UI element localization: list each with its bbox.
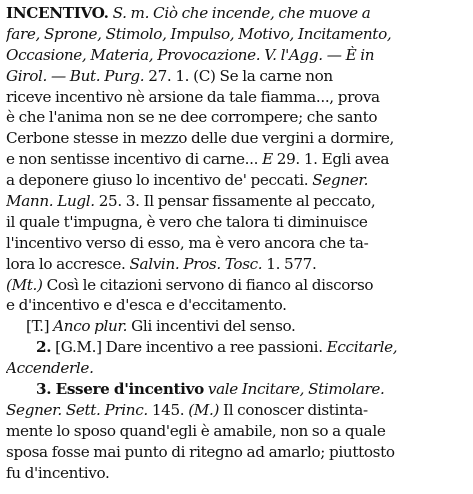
entry-line: [6, 45, 469, 66]
entry-line: [6, 212, 469, 233]
entry-line: [6, 316, 469, 337]
text-segment: 145.: [147, 400, 189, 419]
text-segment: a deponere giuso lo incentivo de' peccati.: [6, 171, 313, 190]
text-segment: mente lo sposo quand'egli è amabile, non so a quale: [6, 421, 386, 440]
entry-line: [6, 233, 469, 254]
entry-line: [6, 24, 469, 45]
entry-line: [6, 128, 469, 149]
text-segment: E: [262, 150, 273, 169]
text-segment: e non sentisse incentivo di carne...: [6, 150, 263, 169]
text-segment: lora lo accresce.: [6, 254, 130, 273]
text-segment: Accenderle.: [6, 359, 94, 378]
text-segment: è che l'anima non se ne dee corrompere; che santo: [6, 108, 378, 127]
text-segment: Gli incentivi del senso.: [127, 317, 296, 336]
text-segment: [G.M.] Dare incentivo a ree passioni.: [51, 338, 327, 357]
entry-line: [6, 87, 469, 108]
entry-line: [6, 149, 469, 170]
text-segment: sposa fosse mai punto di ritegno ad amarlo; piuttosto: [6, 442, 395, 461]
text-segment: Anco plur.: [53, 317, 128, 336]
text-segment: Segner.: [312, 171, 369, 190]
entry-line: [6, 400, 469, 421]
text-segment: 29. 1. Egli avea: [272, 150, 390, 169]
text-segment: Eccitarle,: [326, 338, 398, 357]
entry-line: [6, 442, 469, 463]
entry-line: [6, 66, 469, 87]
entry-line: [6, 254, 469, 275]
entry-line: [6, 379, 469, 400]
text-segment: l'incentivo verso di esso, ma è vero ancora che ta-: [6, 233, 369, 252]
text-segment: Mann. Lugl.: [6, 192, 95, 211]
text-segment: (Mt.): [6, 275, 43, 294]
entry-line: [6, 337, 469, 358]
text-segment: 3. Essere d'incentivo: [36, 380, 204, 399]
entry-line: [6, 295, 469, 316]
text-segment: INCENTIVO.: [6, 4, 109, 22]
entry-line: [6, 3, 469, 24]
entry-line: [6, 191, 469, 212]
text-segment: vale Incitare, Stimolare.: [207, 380, 385, 399]
text-segment: Così le citazioni servono di fianco al discorso: [42, 275, 374, 294]
text-segment: 2.: [36, 338, 52, 357]
text-segment: riceve incentivo nè arsione da tale fiamma..., prova: [6, 87, 380, 106]
text-segment: Occasione, Materia, Provocazione. V. l'Agg. — È in: [6, 45, 375, 64]
text-segment: 25. 3. Il pensar fissamente al peccato,: [94, 192, 376, 211]
entry-line: [6, 107, 469, 128]
text-segment: fare, Sprone, Stimolo, Impulso, Motivo, Incitamento,: [6, 24, 392, 43]
text-segment: S. m. Ciò che incende, che muove a: [112, 4, 371, 22]
text-segment: Salvin. Pros. Tosc.: [129, 254, 263, 273]
text-segment: Girol. — But. Purg.: [6, 66, 145, 85]
entry-line: [6, 275, 469, 296]
text-segment: Cerbone stesse in mezzo delle due vergini a dormire,: [6, 129, 395, 148]
text-segment: il quale t'impugna, è vero che talora ti diminuisce: [6, 212, 368, 231]
entry-line: [6, 421, 469, 442]
text-segment: e d'incentivo e d'esca e d'eccitamento.: [6, 296, 287, 315]
text-segment: Il conoscer distinta-: [219, 400, 368, 419]
entry-line: [6, 358, 469, 379]
text-segment: 27. 1. (C) Se la carne non: [144, 66, 333, 85]
text-segment: fu d'incentivo.: [6, 463, 110, 482]
text-segment: [T.]: [26, 317, 54, 336]
entry-line: [6, 170, 469, 191]
text-segment: 1. 577.: [262, 254, 317, 273]
text-segment: Segner. Sett. Princ.: [6, 400, 148, 419]
text-segment: (M.): [188, 400, 220, 419]
entry-line: [6, 463, 469, 484]
